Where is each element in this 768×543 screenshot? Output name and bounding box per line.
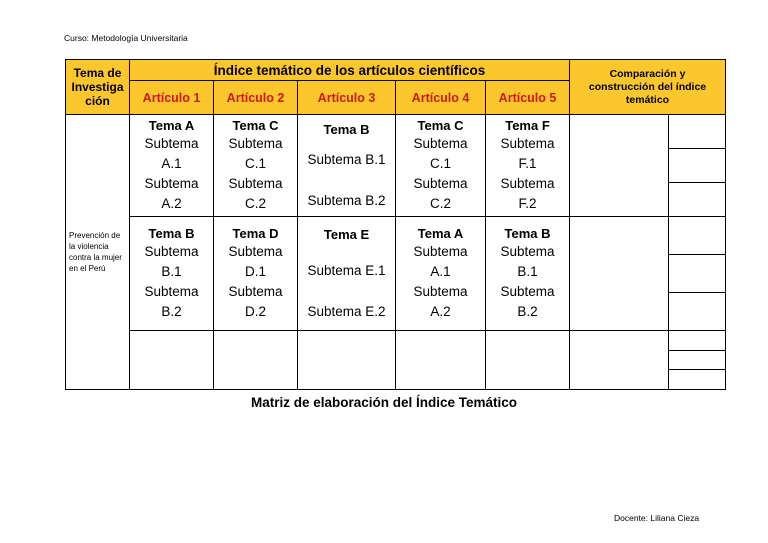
subtema-label: Subtema D.1	[228, 244, 283, 279]
subtema-label: Subtema C.2	[228, 176, 283, 211]
thematic-index-matrix	[65, 59, 726, 390]
course-label: Curso: Metodología Universitaria	[64, 33, 188, 43]
subtema-label: Subtema A.1	[144, 136, 199, 171]
subtema-label: Subtema C.1	[413, 136, 468, 171]
header-tema-investigacion	[66, 60, 130, 115]
header-article-2: Artículo 2	[214, 81, 298, 115]
cell-article-1-row-1	[130, 115, 214, 217]
cell-article-4-row-1	[396, 115, 486, 217]
tema-label: Tema C	[232, 118, 279, 133]
subtema-label: Subtema B.1	[500, 244, 555, 279]
empty-cell	[396, 331, 486, 390]
subtema-label: Subtema C.1	[228, 136, 283, 171]
tema-label: Tema B	[148, 226, 195, 241]
subtema-label: Subtema E.2	[307, 303, 386, 319]
subtema-label: Subtema B.2	[500, 284, 555, 319]
header-article-5: Artículo 5	[486, 81, 570, 115]
tema-label: Tema D	[232, 226, 279, 241]
empty-cell	[130, 331, 214, 390]
empty-cell	[214, 331, 298, 390]
header-article-1: Artículo 1	[130, 81, 214, 115]
subtema-label: Subtema D.2	[228, 284, 283, 319]
empty-cell	[486, 331, 570, 390]
cell-article-4-row-2	[396, 217, 486, 331]
tema-label: Tema B	[323, 121, 370, 137]
research-topic-cell: Prevención de la violencia contra la mujer en el Perú	[66, 115, 130, 390]
tema-label: Tema A	[148, 118, 195, 133]
subtema-label: Subtema E.1	[307, 262, 386, 278]
cell-article-5-row-2	[486, 217, 570, 331]
teacher-label: Docente: Liliana Cieza	[614, 513, 700, 523]
comparison-subcells-1	[669, 115, 726, 217]
subtema-label: Subtema B.2	[144, 284, 199, 319]
header-article-3: Artículo 3	[298, 81, 396, 115]
header-comparacion: Comparación y construcción del índice temático	[570, 60, 726, 115]
subtema-label: Subtema A.2	[413, 284, 468, 319]
subtema-label: Subtema F.2	[500, 176, 555, 211]
header-tema-line1: Tema de	[73, 66, 122, 80]
subtema-label: Subtema B.2	[307, 192, 386, 208]
cell-article-2-row-2	[214, 217, 298, 331]
subtema-label: Subtema A.2	[144, 176, 199, 211]
cell-article-3-row-1	[298, 115, 396, 217]
tema-label: Tema B	[504, 226, 551, 241]
comparison-cell-2	[570, 217, 669, 331]
tema-label: Tema F	[505, 118, 550, 133]
comparison-subcells-3	[669, 331, 726, 390]
comparison-cell-3	[570, 331, 669, 390]
cell-article-5-row-1	[486, 115, 570, 217]
empty-cell	[298, 331, 396, 390]
subtema-label: Subtema B.1	[307, 151, 386, 167]
subtema-label: Subtema F.1	[500, 136, 555, 171]
tema-label: Tema C	[417, 118, 464, 133]
header-article-4: Artículo 4	[396, 81, 486, 115]
subtema-label: Subtema B.1	[144, 244, 199, 279]
tema-label: Tema E	[323, 226, 370, 242]
cell-article-1-row-2	[130, 217, 214, 331]
header-tema-line2: Investiga	[71, 80, 124, 94]
header-indice-tematico: Índice temático de los artículos científicos	[130, 60, 570, 81]
tema-label: Tema A	[417, 226, 464, 241]
subtema-label: Subtema A.1	[413, 244, 468, 279]
comparison-cell-1	[570, 115, 669, 217]
cell-article-2-row-1	[214, 115, 298, 217]
comparison-subcells-2	[669, 217, 726, 331]
matrix-caption: Matriz de elaboración del Índice Temático	[250, 395, 518, 410]
subtema-label: Subtema C.2	[413, 176, 468, 211]
cell-article-3-row-2	[298, 217, 396, 331]
header-tema-line3: ción	[85, 94, 110, 108]
